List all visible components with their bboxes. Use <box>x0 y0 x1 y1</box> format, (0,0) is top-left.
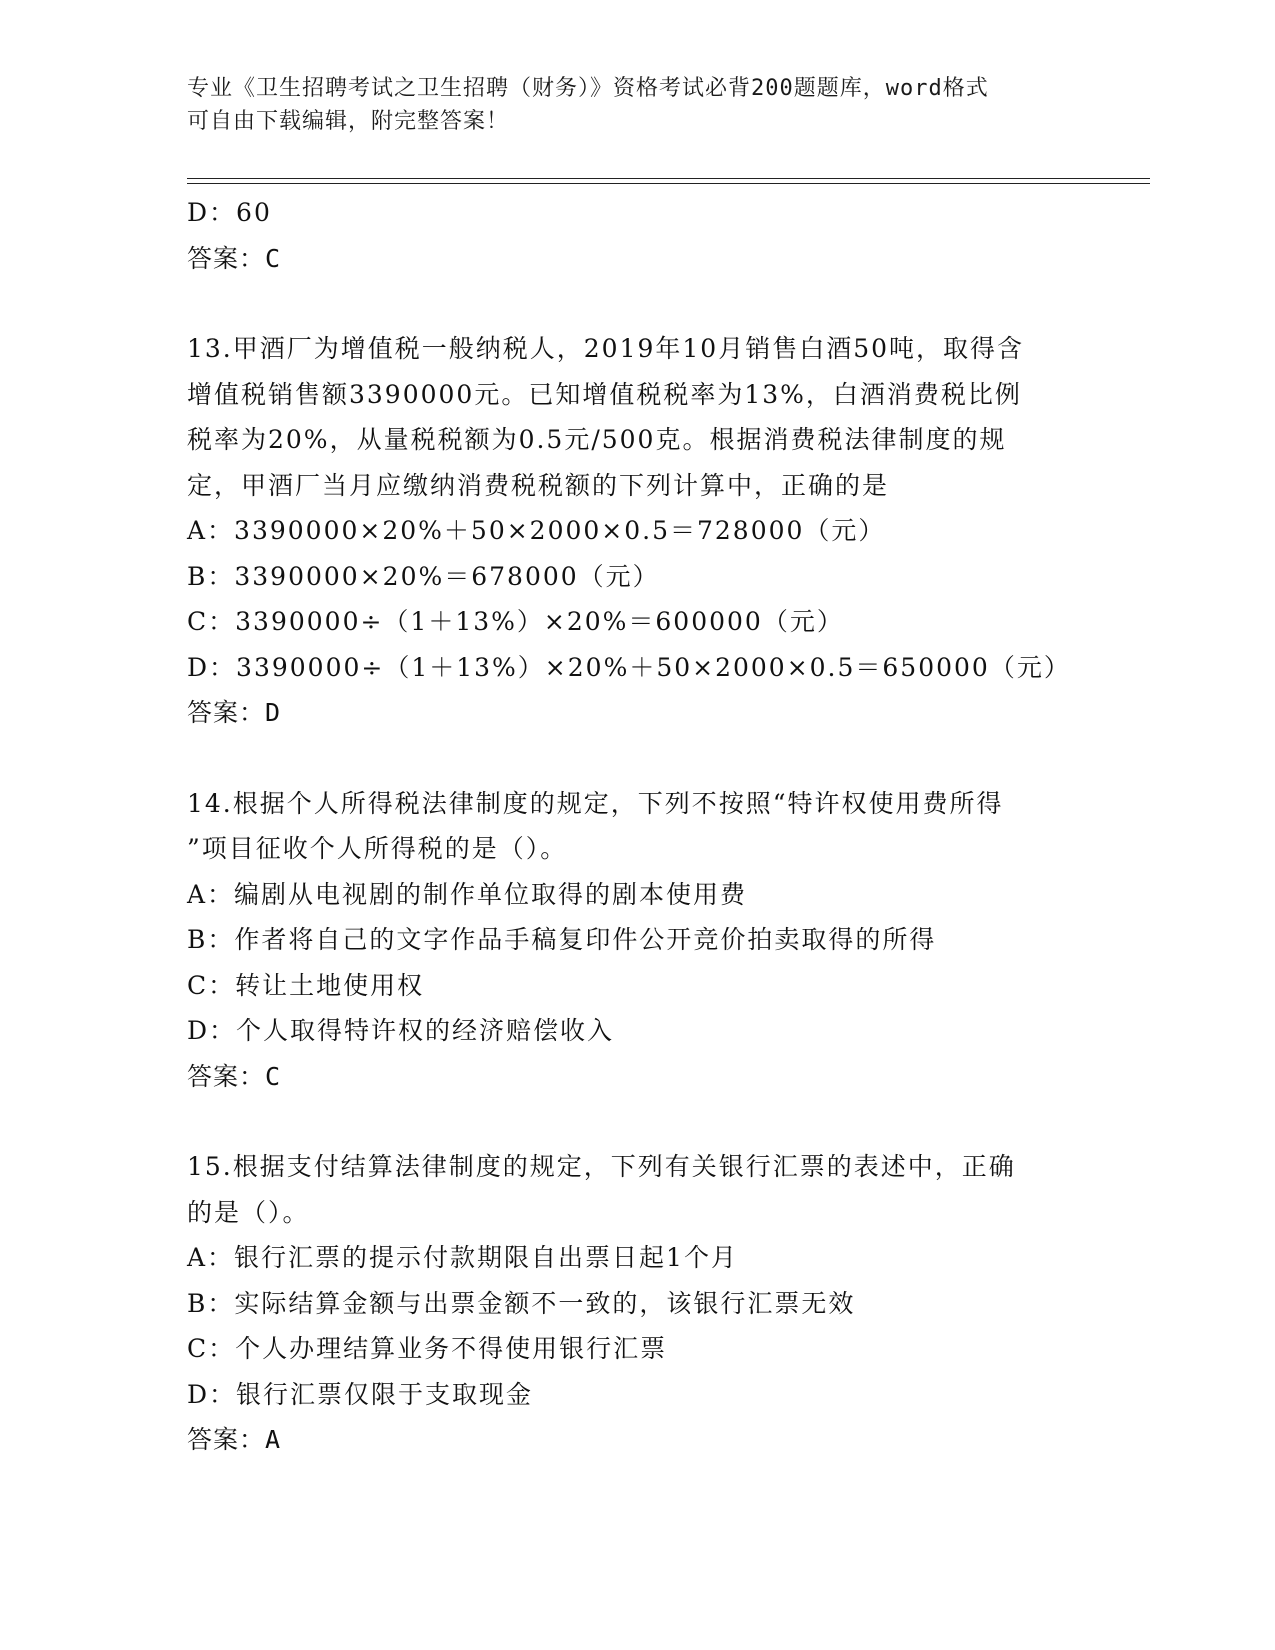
question-text-line: 13.甲酒厂为增值税一般纳税人，2019年10月销售白酒50吨，取得含 <box>187 334 1025 363</box>
question-content <box>187 190 1087 1463</box>
question-text-line: 14.根据个人所得税法律制度的规定，下列不按照“特许权使用费所得 <box>187 788 1004 818</box>
option-d: D：个人取得特许权的经济赔偿收入 <box>187 1016 615 1045</box>
option-c: C：3390000÷（1＋13%）×20%＝600000（元） <box>187 607 844 636</box>
option-a: A：银行汇票的提示付款期限自出票日起1个月 <box>187 1243 738 1272</box>
option-a: A：编剧从电视剧的制作单位取得的剧本使用费 <box>187 879 748 909</box>
question-14 <box>187 781 1087 1100</box>
previous-question-tail <box>187 190 1087 281</box>
option-a: A：3390000×20%＋50×2000×0.5＝728000（元） <box>187 516 886 545</box>
answer-line: 答案：D <box>187 698 282 727</box>
header-divider-bottom <box>187 183 1150 184</box>
option-c: C：转让土地使用权 <box>187 970 425 1000</box>
option-b: B：作者将自己的文字作品手稿复印件公开竞价拍卖取得的所得 <box>187 925 937 954</box>
question-13 <box>187 326 1087 736</box>
option-d: D：银行汇票仅限于支取现金 <box>187 1379 534 1409</box>
header-line-1: 专业《卫生招聘考试之卫生招聘（财务）》资格考试必背200题题库，word格式 <box>187 76 989 101</box>
spacer <box>187 281 1087 326</box>
question-text-line: ”项目征收个人所得税的是（）。 <box>187 834 568 863</box>
spacer <box>187 736 1087 781</box>
question-text-line: 的是（）。 <box>187 1197 310 1227</box>
question-text-line: 定，甲酒厂当月应缴纳消费税税额的下列计算中，正确的是 <box>187 470 890 500</box>
option-b: B：实际结算金额与出票金额不一致的，该银行汇票无效 <box>187 1288 856 1318</box>
option-d: D：3390000÷（1＋13%）×20%＋50×2000×0.5＝650000（元） <box>187 652 1071 682</box>
question-15 <box>187 1144 1087 1463</box>
option-d: D：60 <box>187 198 272 227</box>
question-text-line: 税率为20%，从量税税额为0.5元/500克。根据消费税法律制度的规 <box>187 425 1007 454</box>
question-text-line: 增值税销售额3390000元。已知增值税税率为13%，白酒消费税比例 <box>187 379 1022 409</box>
answer-line: 答案：C <box>187 1061 282 1091</box>
header-line-2: 可自由下载编辑，附完整答案！ <box>187 109 510 134</box>
spacer <box>187 1099 1087 1144</box>
answer-line: 答案：C <box>187 243 282 273</box>
header-divider-top <box>187 178 1150 179</box>
question-text-line: 15.根据支付结算法律制度的规定，下列有关银行汇票的表述中，正确 <box>187 1152 1016 1181</box>
option-c: C：个人办理结算业务不得使用银行汇票 <box>187 1334 668 1363</box>
answer-line: 答案：A <box>187 1425 282 1454</box>
option-b: B：3390000×20%＝678000（元） <box>187 561 660 591</box>
document-header <box>187 72 1067 138</box>
